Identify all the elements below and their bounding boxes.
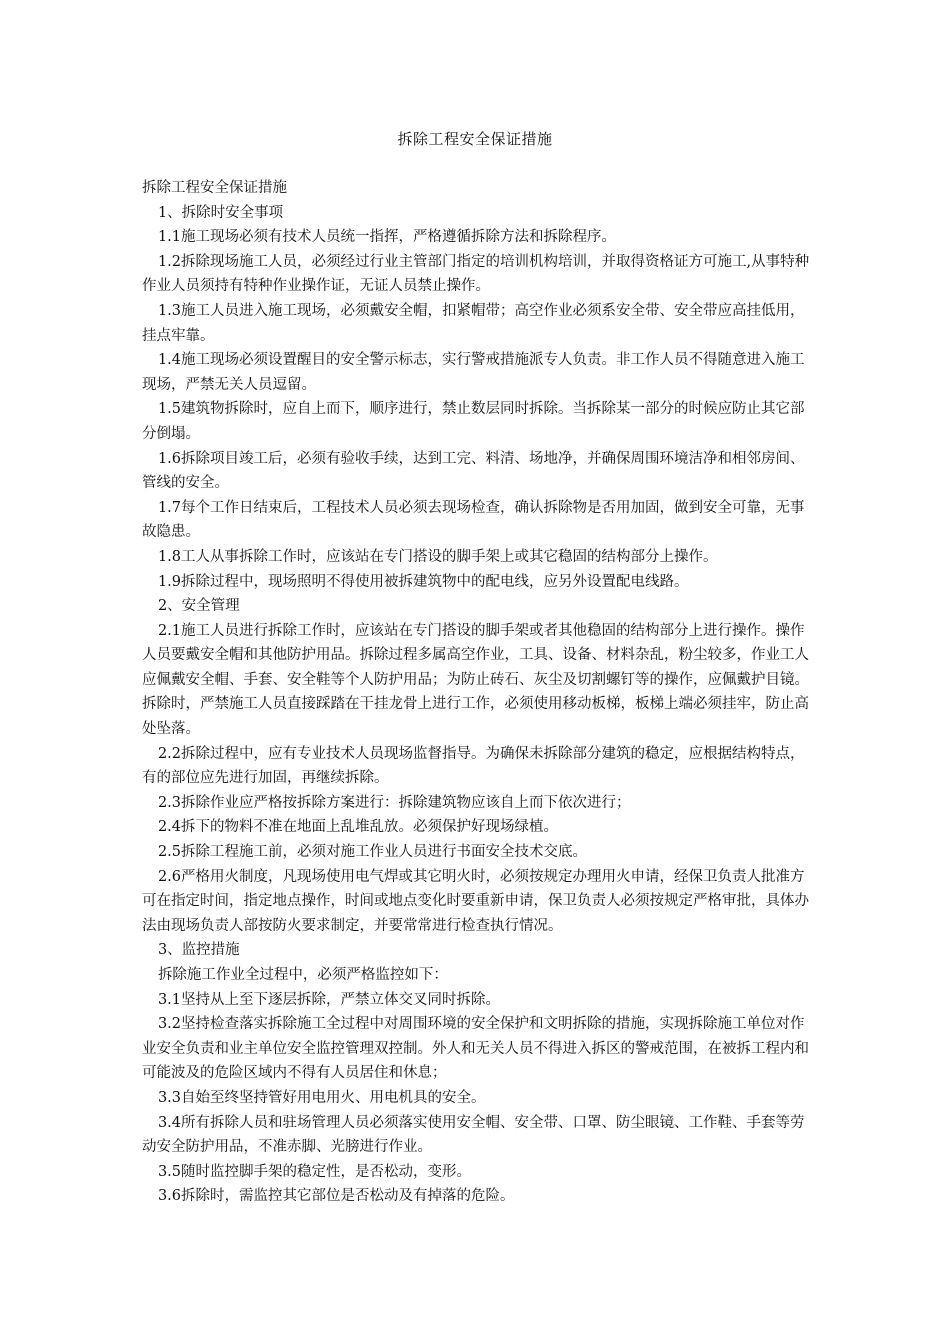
paragraph: 1.5建筑物拆除时，应自上而下，顺序进行，禁止数层同时拆除。当拆除某一部分的时候应防止其它部分倒塌。 bbox=[142, 401, 805, 442]
paragraph: 2.5拆除工程施工前，必须对施工作业人员进行书面安全技术交底。 bbox=[157, 844, 587, 861]
section-heading: 1、拆除时安全事项 bbox=[157, 204, 284, 221]
paragraph: 1.9拆除过程中，现场照明不得使用被拆建筑物中的配电线，应另外设置配电线路。 bbox=[157, 573, 689, 590]
section-heading: 2、安全管理 bbox=[157, 598, 240, 615]
paragraph: 1.1施工现场必须有技术人员统一指挥，严格遵循拆除方法和拆除程序。 bbox=[157, 229, 616, 246]
paragraph: 3.3自始至终坚持管好用电用火、用电机具的安全。 bbox=[157, 1089, 486, 1106]
paragraph: 1.3施工人员进入施工现场，必须戴安全帽，扣紧帽带；高空作业必须系安全带、安全带应高挂低用，挂点牢靠。 bbox=[142, 302, 805, 344]
document-body bbox=[142, 176, 810, 1209]
document-title: 拆除工程安全保证措施 bbox=[397, 130, 553, 148]
paragraph: 2.6严格用火制度，凡现场使用电气焊或其它明火时，必须按规定办理用火申请，经保卫负责人批准方可在指定时间，指定地点操作，时间或地点变化时要重新申请，保卫负责人必须按规定严格审批，具体办法由现场负责人部按防火要求制定，并要常常进行检查执行情况。 bbox=[142, 868, 809, 934]
paragraph: 3.5随时监控脚手架的稳定性，是否松动，变形。 bbox=[157, 1163, 471, 1180]
paragraph: 3.6拆除时，需监控其它部位是否松动及有掉落的危险。 bbox=[157, 1188, 515, 1205]
paragraph: 1.6拆除项目竣工后，必须有验收手续，达到工完、料清、场地净，并确保周围环境洁净和相邻房间、管线的安全。 bbox=[142, 450, 805, 492]
paragraph: 3.2坚持检查落实拆除施工全过程中对周围环境的安全保护和文明拆除的措施，实现拆除施工单位对作业安全负责和业主单位安全监控管理双控制。外人和无关人员不得进入拆区的警戒范围，在被拆工程内和可能波及的危险区域内不得有人员居住和休息； bbox=[142, 1016, 809, 1082]
section-heading: 3、监控措施 bbox=[157, 942, 240, 959]
paragraph: 2.1施工人员进行拆除工作时，应该站在专门搭设的脚手架或者其他稳固的结构部分上进行操作。操作人员要戴安全帽和其他防护用品。拆除过程多属高空作业，工具、设备、材料杂乱，粉尘较多，作业工人应佩戴安全帽、手套、安全鞋等个人防护用品；为防止砖石、灰尘及切割螺钉等的操作，应佩戴护目镜。拆除时，严禁施工人员直接踩踏在干挂龙骨上进行工作，必须使用移动板梯，板梯上端必须挂牢，防止高处坠落。 bbox=[142, 622, 809, 738]
paragraph: 1.4施工现场必须设置醒目的安全警示标志，实行警戒措施派专人负责。非工作人员不得随意进入施工现场，严禁无关人员逗留。 bbox=[142, 352, 805, 393]
paragraph: 拆除施工作业全过程中，必须严格监控如下： bbox=[157, 967, 448, 983]
paragraph: 1.8工人从事拆除工作时，应该站在专门搭设的脚手架上或其它稳固的结构部分上操作。 bbox=[157, 548, 718, 565]
paragraph: 1.7每个工作日结束后，工程技术人员必须去现场检查，确认拆除物是否用加固，做到安全可靠，无事故隐患。 bbox=[142, 499, 805, 541]
paragraph: 2.3拆除作业应严格按拆除方案进行：拆除建筑物应该自上而下依次进行； bbox=[157, 794, 631, 811]
paragraph: 3.1坚持从上至下逐层拆除，严禁立体交叉同时拆除。 bbox=[157, 991, 500, 1008]
paragraph: 3.4所有拆除人员和驻场管理人员必须落实使用安全帽、安全带、口罩、防尘眼镜、工作鞋、手套等劳动安全防护用品，不准赤脚、光膀进行作业。 bbox=[142, 1114, 805, 1156]
paragraph: 2.4拆下的物料不准在地面上乱堆乱放。必须保护好现场绿植。 bbox=[157, 819, 558, 836]
paragraph: 2.2拆除过程中，应有专业技术人员现场监督指导。为确保未拆除部分建筑的稳定，应根据结构特点，有的部位应先进行加固，再继续拆除。 bbox=[142, 745, 805, 787]
paragraph: 1.2拆除现场施工人员，必须经过行业主管部门指定的培训机构培训，并取得资格证方可施工,从事特种作业人员须持有特种作业操作证，无证人员禁止操作。 bbox=[142, 253, 810, 295]
document-heading: 拆除工程安全保证措施 bbox=[142, 180, 287, 196]
